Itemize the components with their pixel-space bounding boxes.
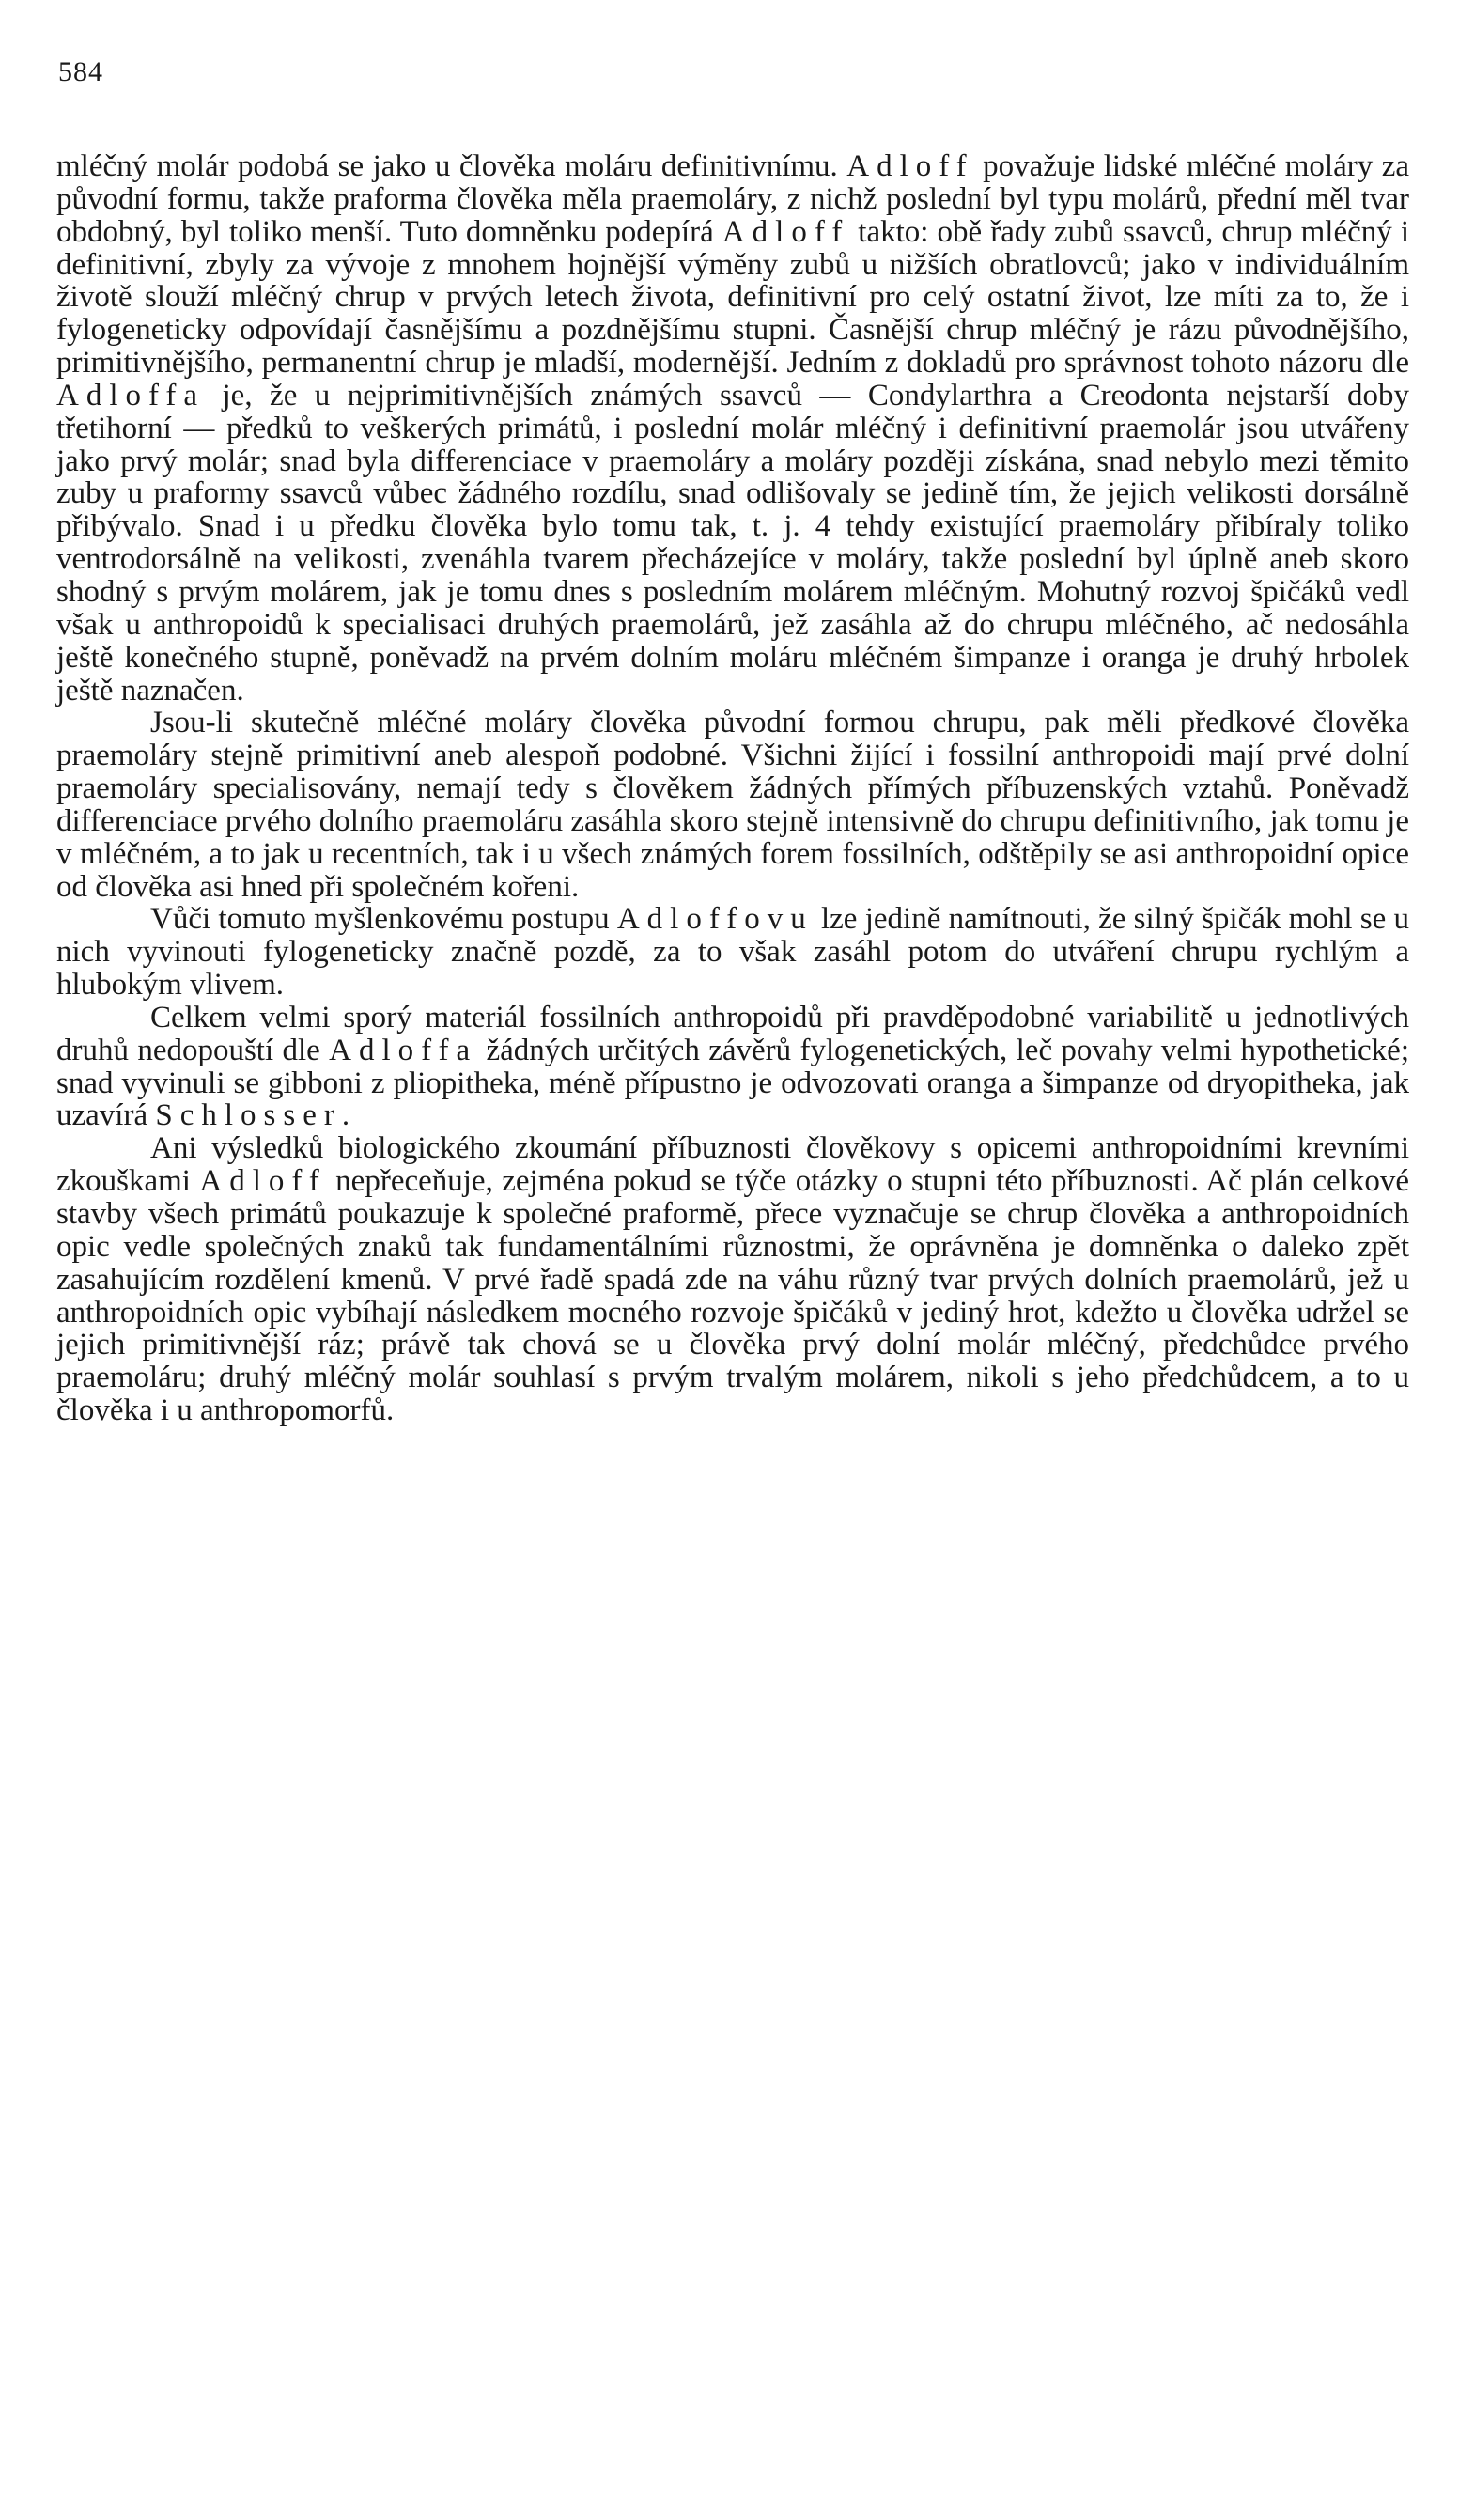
author-name-spaced: Adloff bbox=[846, 149, 974, 183]
paragraph bbox=[56, 1002, 1409, 1132]
text-run: Celkem velmi sporý materiál fossilních anthropoidů při pravděpodobné variabilitě u jednotlivých druhů nedopouští dle bbox=[56, 1000, 1409, 1067]
text-run: je, že u nejprimitivnějších známých ssavců — Condylarthra a Creodonta nejstarší doby třetihorní — předků to veškerých primátů, i poslední molár mléčný i definitivní praemolár jsou utvářeny jako prvý molár; snad byla differenciace v praemoláry a moláry později získána, snad nebylo mezi těmito zuby u praformy ssavců vůbec žádného rozdílu, snad odlišovaly se jedině tím, že jejich velikosti dorsálně přibývalo. Snad i u předku člověka bylo tomu tak, t. j. 4 tehdy existující praemoláry přibíraly toliko ventrodorsálně na velikosti, zvenáhla tvarem přecházejíce v moláry, takže poslední byl úplně aneb skoro shodný s prvým molárem, jak je tomu dnes s posledním molárem mléčným. Mohutný rozvoj špičáků vedl však u anthropoidů k specialisaci druhých praemolárů, jež zasáhla až do chrupu mléčného, ač nedosáhla ještě konečného stupně, poněvadž na prvém dolním moláru mléčném šimpanze i oranga je druhý hrbolek ještě naznačen. bbox=[56, 378, 1409, 708]
paragraph bbox=[56, 903, 1409, 1002]
body-text bbox=[56, 150, 1409, 1427]
page-number: 584 bbox=[58, 56, 103, 87]
text-run: Jsou-li skutečně mléčné moláry člověka původní formou chrupu, pak měli předkové člověka praemoláry stejně primitivní aneb alespoň podobné. Všichni žijící i fossilní anthropoidi mají prvé dolní praemoláry specialisovány, nemají tedy s člověkem žádných přímých příbuzenských vztahů. Poněvadž differenciace prvého dolního praemoláru zasáhla skoro stejně intensivně do chrupu definitivního, jak tomu je v mléčném, a to jak u recentních, tak i u všech známých forem fossilních, odštěpily se asi anthropoidní opice od člověka asi hned při společném kořeni. bbox=[56, 706, 1409, 904]
paragraph bbox=[56, 707, 1409, 903]
author-name-spaced: Adloffa bbox=[56, 378, 206, 412]
paragraph bbox=[56, 1132, 1409, 1427]
paragraph bbox=[56, 150, 1409, 707]
author-name-spaced: Adloffovu bbox=[616, 902, 814, 937]
author-name-spaced: Adloff bbox=[199, 1164, 327, 1199]
author-name-spaced: Schlosser bbox=[155, 1098, 342, 1133]
text-run: takto: obě řady zubů ssavců, chrup mléčný i definitivní, zbyly za vývoje z mnohem hojnější výměny zubů u nižších obratlovců; jako v individuálním životě slouží mléčný chrup v prvých letech života, definitivní pro celý ostatní život, lze míti za to, že i fylogeneticky odpovídají časnějšímu a pozdnějšímu stupni. Časnější chrup mléčný je rázu původnějšího, primitivnějšího, permanentní chrup je mladší, modernější. Jedním z dokladů pro správnost tohoto názoru dle bbox=[56, 214, 1409, 381]
text-run: Vůči tomuto myšlenkovému postupu bbox=[150, 902, 617, 937]
text-run: Ani výsledků biologického zkoumání příbuznosti člověkovy s opicemi anthropoidními krevními zkouškami bbox=[56, 1131, 1409, 1199]
text-run: považuje lidské mléčné moláry za původní formu, takže praforma člověka měla praemoláry, z nichž poslední byl typu molárů, přední měl tvar obdobný, byl toliko menší. Tuto domněnku podepírá bbox=[56, 149, 1409, 249]
text-run: žádných určitých závěrů fylogenetických, leč povahy velmi hypothetické; snad vyvinuli se gibboni z pliopitheka, méně přípustno je odvozovati oranga a šimpanze od dryopitheka, jak uzavírá bbox=[56, 1033, 1409, 1133]
text-run: lze jedině namítnouti, že silný špičák mohl se u nich vyvinouti fylogeneticky značně pozdě, za to však zasáhl potom do utváření chrupu rychlým a hlubokým vlivem. bbox=[56, 902, 1409, 1003]
text-run: mléčný molár podobá se jako u člověka moláru definitivnímu. bbox=[56, 149, 847, 183]
text-run: nepřeceňuje, zejména pokud se týče otázky o stupni této příbuznosti. Ač plán celkové stavby všech primátů poukazuje k společné praformě, přece vyznačuje se chrup člověka a anthropoidních opic vedle společných znaků tak fundamentálními různostmi, že oprávněna je domněnka o daleko zpět zasahujícím rozdělení kmenů. V prvé řadě spadá zde na váhu různý tvar prvých dolních praemolárů, jež u anthropoidních opic vybíhají následkem mocného rozvoje špičáků v jediný hrot, kdežto u člověka udržel se jejich primitivnější ráz; právě tak chová se u člověka prvý dolní molár mléčný, předchůdce prvého praemoláru; druhý mléčný molár souhlasí s prvým trvalým molárem, nikoli s jeho předchůdcem, a to u člověka i u anthropomorfů. bbox=[56, 1164, 1409, 1428]
author-name-spaced: Adloff bbox=[722, 214, 850, 249]
text-run: . bbox=[341, 1098, 350, 1133]
author-name-spaced: Adloffa bbox=[329, 1033, 478, 1067]
